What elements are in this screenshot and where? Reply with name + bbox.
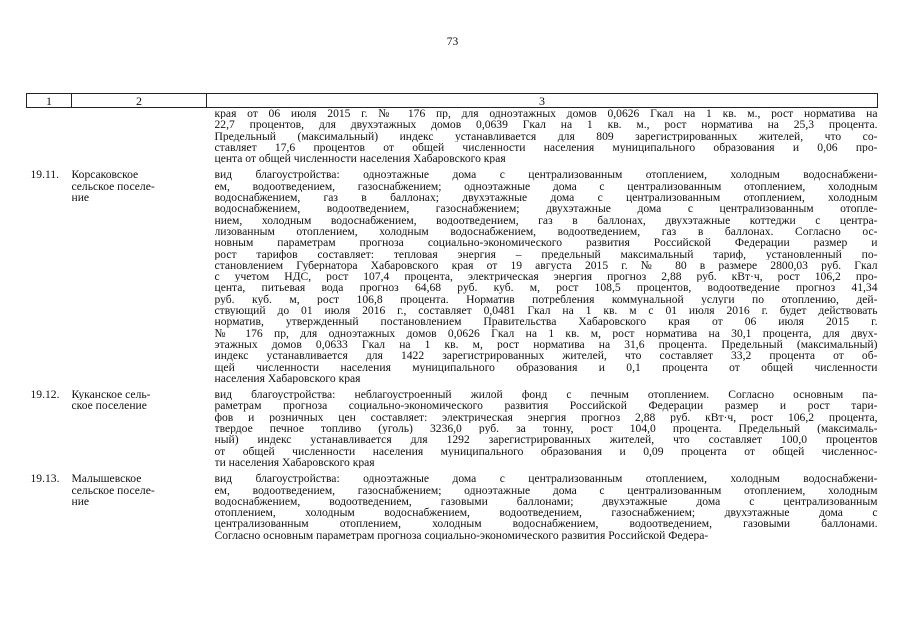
description-line: с учетом НДС, рост 107,4 процента, электрическая энергия прогноз 2,88 руб. кВт·ч, рост 106,2 про-: [214, 271, 878, 283]
description-line: вид благоустройства: одноэтажные дома с централизованным отоплением, холодным водоснабжени-: [214, 473, 878, 485]
description-line: твердое печное топливо (уголь) 3236,0 руб. за тонну, рост 104,0 процента. Предельный (максималь-: [214, 423, 878, 435]
column-header-1: 1: [27, 94, 72, 108]
settlement-name: [72, 389, 207, 468]
description-line: вид благоустройства: одноэтажные дома с централизованным отоплением, холодным водоснабжени-: [214, 169, 878, 181]
description-line: нием, холодным водоснабжением, водоотведением, газ в баллонах, двухэтажные коттеджи с центра-: [214, 214, 878, 226]
settlement-name: [72, 169, 207, 384]
settlement-name-line: сельское поселе-: [71, 484, 155, 496]
description-line: цента от общей численности населения Хабаровского края: [214, 153, 506, 165]
section-number: 19.11.: [30, 168, 60, 182]
description-line: ти населения Хабаровского края: [214, 456, 375, 469]
table-row: [27, 108, 878, 165]
settlement-name-line: Куканское сель-: [71, 389, 151, 401]
description-line: ем, водоотведением, газоснабжением; одноэтажные дома с централизованным отоплением, холодным: [214, 180, 878, 193]
table-header-row: [27, 94, 878, 108]
description-line: цента, питьевая вода прогноз 64,68 руб. куб. м, рост 108,5 процентов, водоотведение прогноз 41,34: [214, 282, 878, 294]
description-line: ставляет 17,6 процентов от общей численности населения муниципального образования и 0,06 про-: [214, 141, 878, 154]
table-header: [27, 94, 878, 108]
description-line: раметрам прогноза социально-экономического развития Российской Федерации размер и рост тари-: [214, 400, 878, 412]
description-line: централизованным отоплением, холодным водоснабжением, водоотведением, газовыми баллонами.: [214, 518, 878, 530]
description-line: рост тарифов составляет: тепловая энергия – предельный максимальный тариф, установленный по-: [214, 248, 878, 260]
description-line: ствующий до 01 июля 2016 г., составляет 0,0481 Гкал на 1 кв. м с 01 июля 2016 г. будет действовать: [214, 305, 878, 317]
description-cell: [207, 169, 878, 384]
description-line: становлением Губернатора Хабаровского края от 19 августа 2015 г. № 80 в размере 2800,03 руб. Гкал: [214, 259, 878, 272]
settlement-name-line: Малышевское: [71, 473, 142, 485]
description-line: лизованным отоплением, холодным водоснабжением, водоотведением, газ в баллонах. Согласно ос-: [214, 225, 878, 238]
description-cell: [207, 389, 878, 468]
settlement-name-line: ние: [71, 495, 90, 508]
description-line: края от 06 июля 2015 г. № 176 пр, для одноэтажных домов 0,0626 Гкал на 1 кв. м., рост норматива на: [214, 108, 878, 120]
settlement-name-line: Корсаковское: [71, 169, 139, 181]
settlement-name-line: ние: [71, 192, 90, 204]
description-line: отоплением, холодным водоснабжением, водоотведением, газоснабжением; двухэтажные дома с: [214, 507, 878, 519]
column-header-2: 2: [72, 94, 207, 108]
table-row: [27, 169, 878, 384]
description-line: ем, водоотведением, газоснабжением; одноэтажные дома с централизованным отоплением, холодным: [214, 484, 878, 496]
description-line: водоснабжением, газ в баллонах; двухэтажные дома с централизованным отоплением, холодным: [214, 192, 878, 204]
settlement-name: [72, 108, 207, 165]
description-cell: [207, 108, 878, 165]
description-line: щей численности населения муниципального образования и 0,1 процента от общей численности: [214, 361, 878, 373]
section-number: 19.13.: [30, 472, 60, 486]
description-line: индекс устанавливается для 1422 зарегистрированных жителей, что составляет 33,2 процента от об-: [214, 350, 878, 362]
description-line: руб. куб. м, рост 106,8 процента. Норматив потребления коммунальной услуги по отоплению, дей-: [214, 293, 878, 306]
settlement-name-line: ское поселение: [71, 400, 147, 412]
description-line: водоснабжением, водоотведением, газовыми баллонами; двухэтажные дома с централизованным: [214, 495, 878, 508]
description-cell: [207, 473, 878, 541]
settlement-name-line: сельское поселе-: [71, 180, 155, 193]
description-line: ный) индекс устанавливается для 1292 зарегистрированных жителей, что составляет 100,0 процентов: [214, 434, 878, 446]
table-row: [27, 389, 878, 468]
table-row: [27, 473, 878, 541]
description-line: населения Хабаровского края: [214, 372, 361, 385]
description-line: от общей численности населения муниципального образования и 0,09 процента от общей численнос-: [214, 445, 878, 457]
description-line: фов и розничных цен составляет: электрическая энергия прогноз 2,88 руб. кВт·ч, рост 106,2 процента,: [214, 411, 878, 424]
description-line: водоснабжением, водоотведением, газоснабжением; двухэтажные дома с централизованным отопле-: [214, 203, 878, 215]
column-header-3: 3: [207, 94, 878, 108]
page-number: 73: [446, 36, 459, 48]
section-number: [27, 108, 72, 165]
description-line: 22,7 процентов, для двухэтажных домов 0,0639 Гкал на 1 кв. м., рост норматива на 25,3 процента.: [214, 119, 878, 131]
description-line: № 176 пр, для одноэтажных домов 0,0626 Гкал на 1 кв. м, рост норматива на 30,1 процента, для двух-: [214, 327, 878, 339]
description-line: Предельный (максимальный) индекс устанавливается для 809 зарегистрированных жителей, что со-: [214, 130, 878, 142]
settlement-name: [72, 473, 207, 541]
document-table: [26, 93, 878, 541]
description-line: этажных домов 0,0633 Гкал на 1 кв. м, рост норматива на 31,6 процента. Предельный (максимальный): [214, 338, 878, 351]
description-line: норматив, утвержденный постановлением Правительства Хабаровского края от 06 июля 2015 г.: [214, 316, 878, 328]
table-body: [27, 108, 878, 541]
description-line: новным параметрам прогноза социально-экономического развития Российской Федерации размер и: [214, 237, 878, 249]
section-number: 19.12.: [30, 388, 60, 402]
description-line: Согласно основным параметрам прогноза социально-экономического развития Российской Федера-: [214, 529, 709, 541]
description-line: вид благоустройства: неблагоустроенный жилой фонд с печным отоплением. Согласно основным па-: [214, 389, 878, 401]
